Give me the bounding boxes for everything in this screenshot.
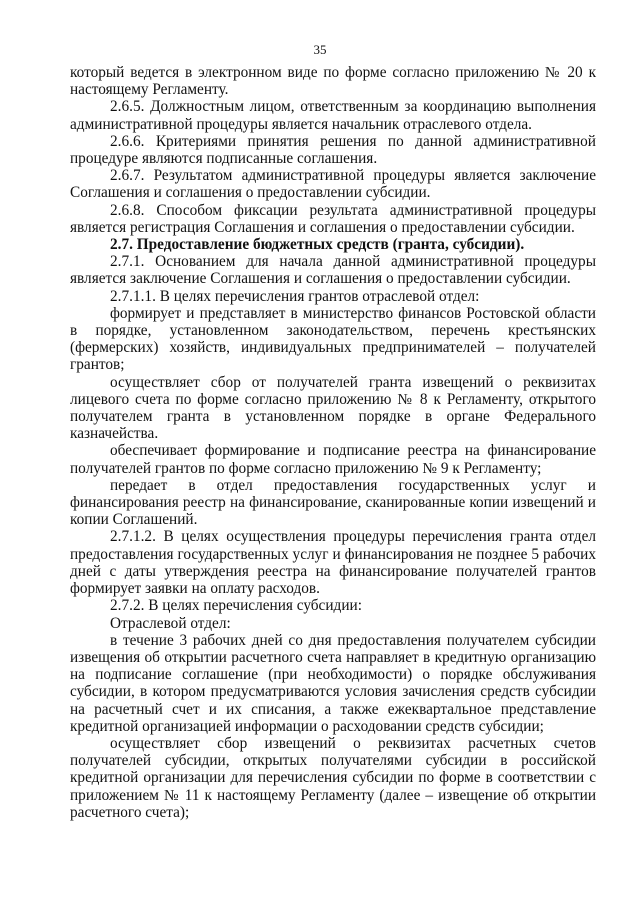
paragraph-list-item: передает в отдел предоставления государственных услуг и финансирования реестр на финансирование, сканированные копии извещений и копии Соглашений. <box>70 476 596 529</box>
paragraph-list-item: обеспечивает формирование и подписание реестра на финансирование получателей грантов по форме согласно приложению № 9 к Регламенту; <box>70 442 596 477</box>
section-heading-2-7: 2.7. Предоставление бюджетных средств (гранта, субсидии). <box>110 236 525 254</box>
paragraph-list-item: формирует и представляет в министерство финансов Ростовской области в порядке, установленном законодательством, перечень крестьянских (фермерских) хозяйств, индивидуальных предпринимателей – получателей грантов; <box>70 304 596 374</box>
paragraph-2-6-6: 2.6.6. Критериями принятия решения по данной административной процедуре являются подписанные соглашения. <box>70 132 596 168</box>
page-number: 35 <box>313 42 327 57</box>
paragraph-2-6-5: 2.6.5. Должностным лицом, ответственным за координацию выполнения административной процедуры является начальник отраслевого отдела. <box>70 98 596 133</box>
document-body <box>70 64 596 821</box>
paragraph-2-7-2: 2.7.2. В целях перечисления субсидии: <box>110 597 362 615</box>
paragraph-2-7-1: 2.7.1. Основанием для начала данной административной процедуры является заключение Соглашения и соглашения о предоставлении субсидии. <box>70 253 596 288</box>
paragraph-list-item: в течение 3 рабочих дней со дня предоставления получателем субсидии извещения об открытии расчетного счета направляет в кредитную организацию на подписание соглашение (при необходимости) о порядке обслуживания субсидии, в котором предусматриваются условия зачисления средств субсидии на расчетный счет и их списания, а также ежеквартальное представление кредитной организацией информации о расходовании средств субсидии; <box>70 631 596 735</box>
paragraph-continuation: который ведется в электронном виде по форме согласно приложению № 20 к настоящему Регламенту. <box>70 64 596 99</box>
paragraph-2-7-1-2: 2.7.1.2. В целях осуществления процедуры перечисления гранта отдел предоставления государственных услуг и финансирования не позднее 5 рабочих дней с даты утверждения реестра на финансирование получателей грантов формирует заявки на оплату расходов. <box>70 528 596 598</box>
paragraph-list-item: осуществляет сбор извещений о реквизитах расчетных счетов получателей субсидии, открытых получателями субсидии в российской кредитной организации для перечисления субсидии по форме в соответствии с приложением № 11 к настоящему Регламенту (далее – извещение об открытии расчетного счета); <box>70 734 596 821</box>
paragraph-2-6-8: 2.6.8. Способом фиксации результата административной процедуры является регистрация Соглашения и соглашения о предоставлении субсидии. <box>70 201 596 236</box>
paragraph-list-item: осуществляет сбор от получателей гранта извещений о реквизитах лицевого счета по форме согласно приложению № 8 к Регламенту, открытого получателем гранта в установленном порядке в органе Федерального казначейства. <box>70 373 596 443</box>
paragraph-department: Отраслевой отдел: <box>110 614 231 632</box>
paragraph-2-7-1-1: 2.7.1.1. В целях перечисления грантов отраслевой отдел: <box>110 287 480 305</box>
paragraph-2-6-7: 2.6.7. Результатом административной процедуры является заключение Соглашения и соглашения о предоставлении субсидии. <box>70 167 596 202</box>
